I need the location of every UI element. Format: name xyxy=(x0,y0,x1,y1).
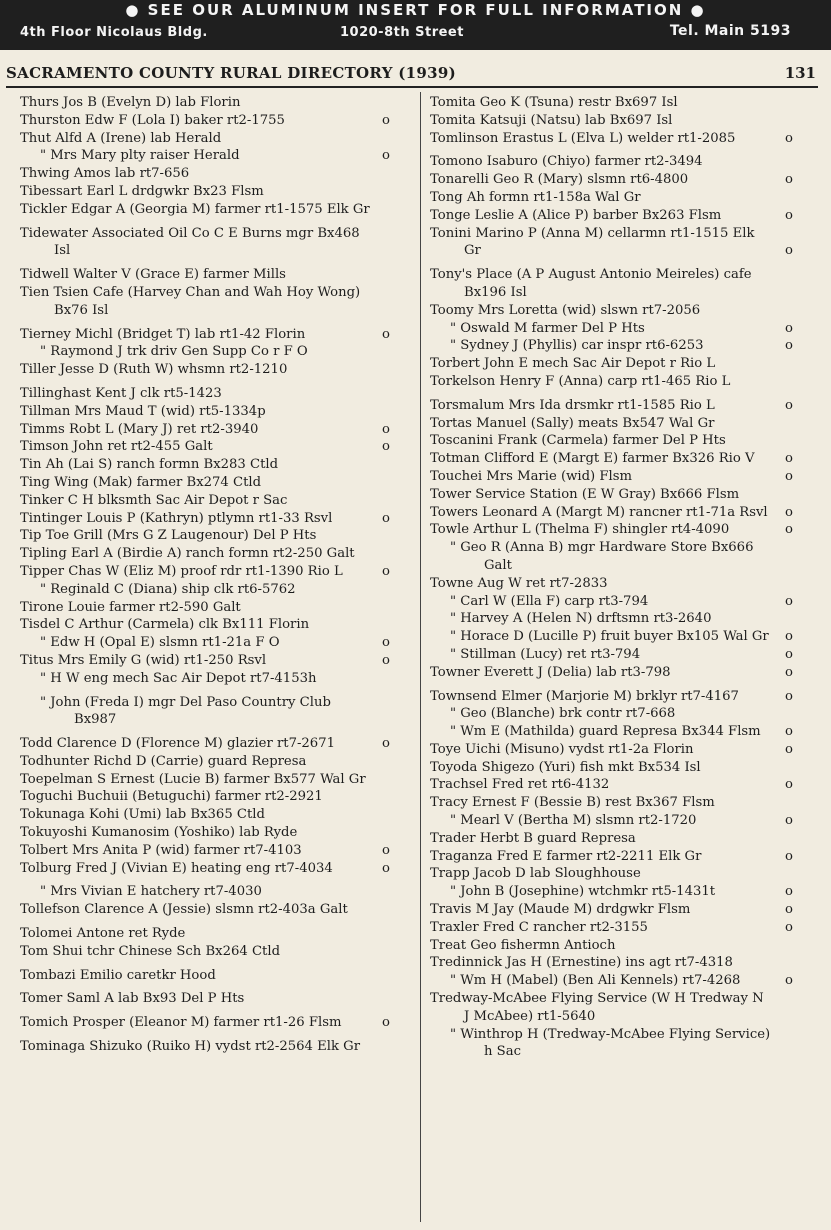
directory-entry xyxy=(20,474,390,492)
entry-text: Toomy Mrs Loretta (wid) slswn rt7-2056 xyxy=(430,302,701,318)
column-divider xyxy=(420,92,421,1222)
entry-text: Trachsel Fred ret rt6-4132 xyxy=(430,777,610,793)
directory-entry xyxy=(430,972,793,990)
entry-marker: o xyxy=(785,522,793,538)
entry-text: " Winthrop H (Tredway-McAbee Flying Service) h Sac xyxy=(450,1026,771,1060)
entry-text: Titus Mrs Emily G (wid) rt1-250 Rsvl xyxy=(20,652,267,668)
directory-entry xyxy=(430,937,793,955)
entry-text: " John B (Josephine) wtchmkr rt5-1431t xyxy=(450,884,716,900)
directory-entry xyxy=(20,326,390,344)
entry-marker: o xyxy=(382,421,390,437)
directory-entry xyxy=(430,112,793,130)
directory-entry xyxy=(430,189,793,207)
directory-entry xyxy=(20,883,390,901)
directory-entry xyxy=(430,337,793,355)
advertising-banner xyxy=(0,0,831,50)
directory-entry xyxy=(20,545,390,563)
entry-text: Tombazi Emilio caretkr Hood xyxy=(20,967,216,983)
entry-text: Timms Robt L (Mary J) ret rt2-3940 xyxy=(20,421,259,437)
directory-entry xyxy=(20,581,390,599)
entry-text: " Mrs Vivian E hatchery rt7-4030 xyxy=(40,884,262,900)
directory-entry xyxy=(20,901,390,919)
directory-entry xyxy=(20,403,390,421)
entry-text: " Raymond J trk driv Gen Supp Co r F O xyxy=(40,344,308,360)
entry-marker: o xyxy=(785,629,793,645)
entry-text: Tomono Isaburo (Chiyo) farmer rt2-3494 xyxy=(430,154,703,170)
entry-marker: o xyxy=(785,338,793,354)
entry-text: Tokuyoshi Kumanosim (Yoshiko) lab Ryde xyxy=(20,825,298,841)
entry-text: Timson John ret rt2-455 Galt xyxy=(20,439,213,455)
entry-text: Tipling Earl A (Birdie A) ranch formn rt2-250 Galt xyxy=(20,546,355,562)
entry-text: Tomich Prosper (Eleanor M) farmer rt1-26 Flsm xyxy=(20,1015,342,1031)
directory-entry xyxy=(20,183,390,201)
directory-entry xyxy=(430,830,793,848)
entry-text: " Mearl V (Bertha M) slsmn rt2-1720 xyxy=(450,813,697,829)
entry-marker: o xyxy=(785,207,793,223)
entry-text: " Harvey A (Helen N) drftsmn rt3-2640 xyxy=(450,611,712,627)
entry-text: Tirone Louie farmer rt2-590 Galt xyxy=(20,599,241,615)
directory-entry xyxy=(430,432,793,450)
entry-text: Travis M Jay (Maude M) drdgwkr Flsm xyxy=(430,902,691,918)
entry-marker: o xyxy=(382,652,390,668)
directory-entry xyxy=(430,812,793,830)
entry-text: Tomita Katsuji (Natsu) lab Bx697 Isl xyxy=(430,112,673,128)
directory-entry xyxy=(430,450,793,468)
entry-text: Tortas Manuel (Sally) meats Bx547 Wal Gr xyxy=(430,415,715,431)
entry-text: Towner Everett J (Delia) lab rt3-798 xyxy=(430,664,671,680)
entry-text: Treat Geo fishermn Antioch xyxy=(430,937,616,953)
entry-text: " Stillman (Lucy) ret rt3-794 xyxy=(450,646,641,662)
entry-text: Tony's Place (A P August Antonio Meireles) cafe Bx196 Isl xyxy=(430,267,752,300)
entry-text: Townsend Elmer (Marjorie M) brklyr rt7-4167 xyxy=(430,688,739,704)
directory-entry xyxy=(20,201,390,219)
entry-text: Todd Clarence D (Florence M) glazier rt7-2671 xyxy=(20,736,335,752)
entry-marker: o xyxy=(785,504,793,520)
entry-text: Toepelman S Ernest (Lucie B) farmer Bx577 Wal Gr xyxy=(20,771,366,787)
directory-entry xyxy=(430,848,793,866)
directory-entry xyxy=(20,527,390,545)
entry-text: Tisdel C Arthur (Carmela) clk Bx111 Florin xyxy=(20,617,310,633)
directory-entry xyxy=(430,153,793,171)
directory-entry xyxy=(430,664,793,682)
directory-entry xyxy=(20,456,390,474)
entry-marker: o xyxy=(382,112,390,128)
directory-entry xyxy=(430,628,793,646)
directory-entry xyxy=(20,563,390,581)
directory-entry xyxy=(430,794,793,812)
entry-text: Tomer Saml A lab Bx93 Del P Hts xyxy=(20,991,245,1007)
entry-text: Tredway-McAbee Flying Service (W H Tredway N J McAbee) rt1-5640 xyxy=(430,991,764,1024)
directory-entry xyxy=(430,468,793,486)
directory-entry xyxy=(430,883,793,901)
entry-text: Tickler Edgar A (Georgia M) farmer rt1-1575 Elk Gr xyxy=(20,201,370,217)
entry-text: Tibessart Earl L drdgwkr Bx23 Flsm xyxy=(20,183,264,199)
entry-text: Tokunaga Kohi (Umi) lab Bx365 Ctld xyxy=(20,807,265,823)
entry-text: Traxler Fred C rancher rt2-3155 xyxy=(430,919,648,935)
entry-marker: o xyxy=(785,664,793,680)
directory-entry xyxy=(20,421,390,439)
page-header xyxy=(6,64,818,88)
directory-entry xyxy=(20,943,390,961)
entry-marker: o xyxy=(785,884,793,900)
entry-text: Touchei Mrs Marie (wid) Flsm xyxy=(430,468,633,484)
directory-entry xyxy=(430,723,793,741)
directory-entry xyxy=(20,1038,390,1056)
left-column xyxy=(20,94,390,1056)
directory-entry xyxy=(430,225,793,261)
directory-entry xyxy=(430,1026,793,1062)
directory-entry xyxy=(430,94,793,112)
entry-text: " Sydney J (Phyllis) car inspr rt6-6253 xyxy=(450,338,704,354)
entry-marker: o xyxy=(785,130,793,146)
directory-entry xyxy=(20,599,390,617)
entry-text: Tonarelli Geo R (Mary) slsmn rt6-4800 xyxy=(430,172,689,188)
entry-text: Traganza Fred E farmer rt2-2211 Elk Gr xyxy=(430,848,702,864)
directory-entry xyxy=(430,415,793,433)
entry-marker: o xyxy=(382,326,390,342)
directory-entry xyxy=(430,688,793,706)
directory-entry xyxy=(20,670,390,688)
directory-entry xyxy=(430,901,793,919)
entry-text: Tolomei Antone ret Ryde xyxy=(20,926,186,942)
page-title: SACRAMENTO COUNTY RURAL DIRECTORY (1939) xyxy=(6,64,456,82)
directory-entry xyxy=(20,510,390,528)
directory-entry xyxy=(430,302,793,320)
banner-street: 1020-8th Street xyxy=(340,25,464,40)
directory-entry xyxy=(430,919,793,937)
directory-entry xyxy=(430,705,793,723)
directory-entry xyxy=(430,266,793,302)
directory-entry xyxy=(430,373,793,391)
entry-text: Thurs Jos B (Evelyn D) lab Florin xyxy=(20,95,241,110)
entry-marker: o xyxy=(785,777,793,793)
entry-text: Tollefson Clarence A (Jessie) slsmn rt2-403a Galt xyxy=(20,902,348,918)
directory-entry xyxy=(430,954,793,972)
entry-text: Torkelson Henry F (Anna) carp rt1-465 Rio L xyxy=(430,373,731,389)
directory-entry xyxy=(430,575,793,593)
directory-entry xyxy=(20,925,390,943)
entry-text: Toye Uichi (Misuno) vydst rt1-2a Florin xyxy=(430,741,694,757)
entry-marker: o xyxy=(382,1015,390,1031)
entry-text: " Horace D (Lucille P) fruit buyer Bx105 Wal Gr xyxy=(450,629,769,645)
entry-text: " Reginald C (Diana) ship clk rt6-5762 xyxy=(40,581,296,597)
directory-entry xyxy=(430,539,793,575)
entry-marker: o xyxy=(382,439,390,455)
entry-marker: o xyxy=(785,243,793,259)
entry-text: Todhunter Richd D (Carrie) guard Represa xyxy=(20,753,307,769)
directory-entry xyxy=(20,94,390,112)
banner-headline: ● SEE OUR ALUMINUM INSERT FOR FULL INFORMATION ● xyxy=(125,1,706,19)
directory-entry xyxy=(430,521,793,539)
entry-text: Toscanini Frank (Carmela) farmer Del P Hts xyxy=(430,433,726,449)
directory-entry xyxy=(430,776,793,794)
entry-text: Tidwell Walter V (Grace E) farmer Mills xyxy=(20,267,286,283)
entry-text: Tierney Michl (Bridget T) lab rt1-42 Florin xyxy=(20,326,306,342)
entry-marker: o xyxy=(785,451,793,467)
directory-entry xyxy=(20,266,390,284)
directory-entry xyxy=(430,207,793,225)
entry-text: " H W eng mech Sac Air Depot rt7-4153h xyxy=(40,670,317,686)
entry-text: " Geo R (Anna B) mgr Hardware Store Bx666 Galt xyxy=(450,540,754,573)
entry-text: Trapp Jacob D lab Sloughhouse xyxy=(430,866,641,882)
directory-entry xyxy=(430,759,793,777)
entry-text: Thurston Edw F (Lola I) baker rt2-1755 xyxy=(20,112,285,128)
directory-entry xyxy=(430,130,793,148)
entry-text: " Oswald M farmer Del P Hts xyxy=(450,320,645,336)
banner-address: 4th Floor Nicolaus Bldg. xyxy=(20,25,208,40)
entry-text: Tinker C H blksmth Sac Air Depot r Sac xyxy=(20,492,288,508)
entry-marker: o xyxy=(785,172,793,188)
directory-entry xyxy=(20,616,390,634)
directory-entry xyxy=(20,990,390,1008)
directory-entry xyxy=(20,860,390,878)
entry-text: Tiller Jesse D (Ruth W) whsmn rt2-1210 xyxy=(20,362,288,378)
directory-entry xyxy=(20,385,390,403)
entry-text: " Wm E (Mathilda) guard Represa Bx344 Flsm xyxy=(450,724,761,740)
directory-entry xyxy=(430,646,793,664)
entry-text: Tomita Geo K (Tsuna) restr Bx697 Isl xyxy=(430,95,678,110)
directory-entry xyxy=(430,320,793,338)
entry-text: " Mrs Mary plty raiser Herald xyxy=(40,148,240,164)
entry-text: Tolbert Mrs Anita P (wid) farmer rt7-4103 xyxy=(20,842,302,858)
entry-text: Tong Ah formn rt1-158a Wal Gr xyxy=(430,189,641,205)
directory-entry xyxy=(20,130,390,148)
entry-text: Tin Ah (Lai S) ranch formn Bx283 Ctld xyxy=(20,457,279,473)
entry-text: Towle Arthur L (Thelma F) shingler rt4-4090 xyxy=(430,522,730,538)
entry-text: Tolburg Fred J (Vivian E) heating eng rt7-4034 xyxy=(20,860,333,876)
entry-marker: o xyxy=(382,148,390,164)
right-column xyxy=(430,94,793,1061)
entry-text: Toguchi Buchuii (Betuguchi) farmer rt2-2921 xyxy=(20,789,323,805)
entry-text: Tipper Chas W (Eliz M) proof rdr rt1-1390 Rio L xyxy=(20,563,343,579)
entry-text: " Geo (Blanche) brk contr rt7-668 xyxy=(450,706,676,722)
entry-text: Torsmalum Mrs Ida drsmkr rt1-1585 Rio L xyxy=(430,397,715,413)
entry-text: Torbert John E mech Sac Air Depot r Rio L xyxy=(430,356,716,372)
directory-entry xyxy=(20,842,390,860)
entry-text: Tillman Mrs Maud T (wid) rt5-1334p xyxy=(20,403,266,419)
directory-entry xyxy=(20,225,390,261)
directory-entry xyxy=(20,788,390,806)
entry-marker: o xyxy=(785,902,793,918)
entry-text: Toyoda Shigezo (Yuri) fish mkt Bx534 Isl xyxy=(430,759,701,775)
entry-marker: o xyxy=(785,646,793,662)
entry-text: Tien Tsien Cafe (Harvey Chan and Wah Hoy Wong) Bx76 Isl xyxy=(20,284,361,318)
banner-phone: Tel. Main 5193 xyxy=(669,23,791,39)
entry-marker: o xyxy=(785,468,793,484)
directory-entry xyxy=(430,355,793,373)
directory-entry xyxy=(20,492,390,510)
directory-entry xyxy=(430,397,793,415)
directory-entry xyxy=(20,147,390,165)
entry-text: " John (Freda I) mgr Del Paso Country Club Bx987 xyxy=(40,694,331,728)
entry-text: Tonini Marino P (Anna M) cellarmn rt1-1515 Elk Gr xyxy=(430,225,755,259)
directory-entry xyxy=(430,504,793,522)
entry-text: Trader Herbt B guard Represa xyxy=(430,830,636,846)
entry-text: Tom Shui tchr Chinese Sch Bx264 Ctld xyxy=(20,943,281,959)
directory-entry xyxy=(430,990,793,1026)
entry-marker: o xyxy=(382,635,390,651)
entry-marker: o xyxy=(785,919,793,935)
entry-marker: o xyxy=(382,842,390,858)
entry-text: Tip Toe Grill (Mrs G Z Laugenour) Del P Hts xyxy=(20,528,317,544)
entry-marker: o xyxy=(785,593,793,609)
directory-entry xyxy=(430,865,793,883)
directory-entry xyxy=(20,771,390,789)
entry-marker: o xyxy=(785,848,793,864)
directory-entry xyxy=(20,652,390,670)
entry-text: Ting Wing (Mak) farmer Bx274 Ctld xyxy=(20,474,262,490)
directory-entry xyxy=(20,967,390,985)
entry-text: Tillinghast Kent J clk rt5-1423 xyxy=(20,385,222,401)
entry-text: Towne Aug W ret rt7-2833 xyxy=(430,575,608,591)
entry-text: Tonge Leslie A (Alice P) barber Bx263 Flsm xyxy=(430,207,722,223)
directory-entry xyxy=(20,735,390,753)
directory-entry xyxy=(20,694,390,730)
entry-marker: o xyxy=(382,736,390,752)
entry-text: " Edw H (Opal E) slsmn rt1-21a F O xyxy=(40,635,280,651)
entry-text: Thut Alfd A (Irene) lab Herald xyxy=(20,130,222,146)
entry-text: " Carl W (Ella F) carp rt3-794 xyxy=(450,593,649,609)
page-number: 131 xyxy=(784,64,816,82)
entry-marker: o xyxy=(785,688,793,704)
entry-marker: o xyxy=(785,724,793,740)
directory-entry xyxy=(20,634,390,652)
entry-text: Thwing Amos lab rt7-656 xyxy=(20,166,190,182)
entry-marker: o xyxy=(785,320,793,336)
entry-marker: o xyxy=(382,563,390,579)
entry-marker: o xyxy=(785,973,793,989)
directory-entry xyxy=(20,806,390,824)
directory-entry xyxy=(430,610,793,628)
directory-entry xyxy=(20,753,390,771)
directory-entry xyxy=(20,343,390,361)
entry-text: Totman Clifford E (Margt E) farmer Bx326 Rio V xyxy=(430,451,755,467)
directory-entry xyxy=(20,112,390,130)
entry-marker: o xyxy=(382,860,390,876)
entry-text: Tredinnick Jas H (Ernestine) ins agt rt7-4318 xyxy=(430,955,733,971)
entry-text: Tomlinson Erastus L (Elva L) welder rt1-2085 xyxy=(430,130,736,146)
directory-entry xyxy=(430,593,793,611)
entry-text: " Wm H (Mabel) (Ben Ali Kennels) rt7-4268 xyxy=(450,973,741,989)
directory-entry xyxy=(20,824,390,842)
directory-entry xyxy=(430,486,793,504)
directory-entry xyxy=(20,1014,390,1032)
entry-text: Tracy Ernest F (Bessie B) rest Bx367 Flsm xyxy=(430,795,715,811)
entry-marker: o xyxy=(785,813,793,829)
entry-text: Tidewater Associated Oil Co C E Burns mgr Bx468 Isl xyxy=(20,225,360,259)
entry-marker: o xyxy=(785,741,793,757)
entry-text: Towers Leonard A (Margt M) rancner rt1-71a Rsvl xyxy=(430,504,768,520)
directory-entry xyxy=(430,741,793,759)
entry-marker: o xyxy=(382,510,390,526)
directory-entry xyxy=(20,165,390,183)
entry-text: Tower Service Station (E W Gray) Bx666 Flsm xyxy=(430,486,740,502)
directory-entry xyxy=(430,171,793,189)
directory-entry xyxy=(20,438,390,456)
entry-marker: o xyxy=(785,397,793,413)
directory-entry xyxy=(20,284,390,320)
directory-entry xyxy=(20,361,390,379)
entry-text: Tintinger Louis P (Kathryn) ptlymn rt1-33 Rsvl xyxy=(20,510,333,526)
entry-text: Tominaga Shizuko (Ruiko H) vydst rt2-2564 Elk Gr xyxy=(20,1039,361,1055)
